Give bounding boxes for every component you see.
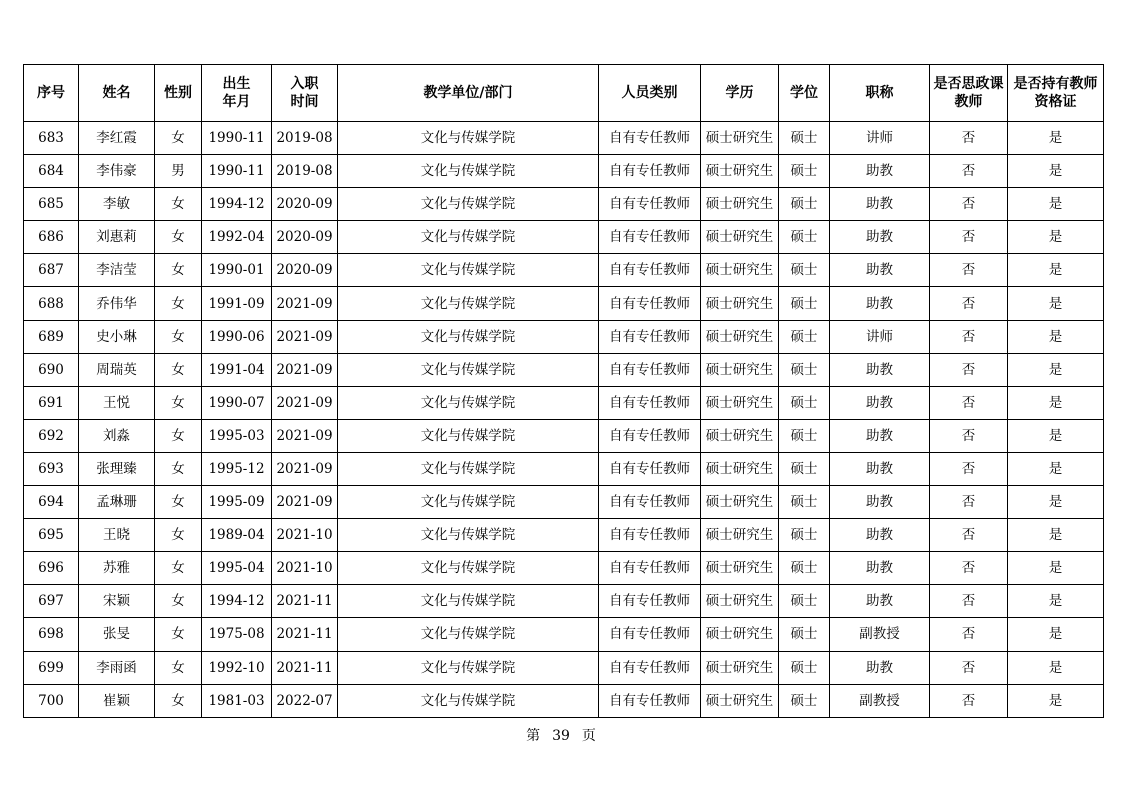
cell-degree: 硕士 bbox=[779, 287, 830, 320]
cell-ideology-teacher: 否 bbox=[930, 353, 1008, 386]
cell-birth: 1994-12 bbox=[202, 585, 272, 618]
cell-education: 硕士研究生 bbox=[701, 386, 779, 419]
table-row bbox=[24, 320, 1104, 353]
cell-title: 助教 bbox=[830, 552, 930, 585]
cell-birth: 1995-09 bbox=[202, 486, 272, 519]
cell-degree: 硕士 bbox=[779, 419, 830, 452]
column-header-gender bbox=[155, 65, 202, 122]
table-row bbox=[24, 386, 1104, 419]
cell-teacher-cert: 是 bbox=[1008, 486, 1104, 519]
cell-hire-date: 2021-09 bbox=[272, 452, 338, 485]
cell-ideology-teacher: 否 bbox=[930, 519, 1008, 552]
cell-teacher-cert: 是 bbox=[1008, 353, 1104, 386]
cell-staff-type: 自有专任教师 bbox=[599, 519, 701, 552]
table-row bbox=[24, 122, 1104, 155]
column-header-birth bbox=[202, 65, 272, 122]
cell-education: 硕士研究生 bbox=[701, 585, 779, 618]
table-row bbox=[24, 287, 1104, 320]
column-header-line: 教师 bbox=[954, 94, 983, 110]
cell-teacher-cert: 是 bbox=[1008, 155, 1104, 188]
cell-name: 张理臻 bbox=[79, 452, 155, 485]
cell-staff-type: 自有专任教师 bbox=[599, 585, 701, 618]
cell-hire-date: 2020-09 bbox=[272, 221, 338, 254]
cell-name: 苏雅 bbox=[79, 552, 155, 585]
cell-department: 文化与传媒学院 bbox=[338, 519, 599, 552]
column-header-line: 学历 bbox=[725, 85, 754, 101]
table-row bbox=[24, 585, 1104, 618]
cell-teacher-cert: 是 bbox=[1008, 419, 1104, 452]
cell-seq: 689 bbox=[24, 320, 79, 353]
cell-department: 文化与传媒学院 bbox=[338, 585, 599, 618]
cell-name: 张旻 bbox=[79, 618, 155, 651]
cell-staff-type: 自有专任教师 bbox=[599, 452, 701, 485]
cell-gender: 女 bbox=[155, 519, 202, 552]
column-header-line: 年月 bbox=[222, 94, 251, 110]
cell-title: 助教 bbox=[830, 155, 930, 188]
cell-department: 文化与传媒学院 bbox=[338, 320, 599, 353]
cell-ideology-teacher: 否 bbox=[930, 155, 1008, 188]
cell-title: 助教 bbox=[830, 188, 930, 221]
table-row bbox=[24, 519, 1104, 552]
cell-degree: 硕士 bbox=[779, 552, 830, 585]
cell-degree: 硕士 bbox=[779, 353, 830, 386]
cell-education: 硕士研究生 bbox=[701, 122, 779, 155]
cell-staff-type: 自有专任教师 bbox=[599, 684, 701, 717]
cell-degree: 硕士 bbox=[779, 188, 830, 221]
cell-title: 助教 bbox=[830, 486, 930, 519]
cell-teacher-cert: 是 bbox=[1008, 386, 1104, 419]
cell-ideology-teacher: 否 bbox=[930, 287, 1008, 320]
table-row bbox=[24, 221, 1104, 254]
cell-ideology-teacher: 否 bbox=[930, 221, 1008, 254]
cell-department: 文化与传媒学院 bbox=[338, 452, 599, 485]
cell-seq: 685 bbox=[24, 188, 79, 221]
cell-hire-date: 2021-10 bbox=[272, 552, 338, 585]
column-header-teacher-cert bbox=[1008, 65, 1104, 122]
cell-birth: 1990-06 bbox=[202, 320, 272, 353]
cell-hire-date: 2019-08 bbox=[272, 122, 338, 155]
cell-name: 李洁莹 bbox=[79, 254, 155, 287]
cell-staff-type: 自有专任教师 bbox=[599, 188, 701, 221]
cell-title: 助教 bbox=[830, 419, 930, 452]
table-row bbox=[24, 452, 1104, 485]
cell-staff-type: 自有专任教师 bbox=[599, 221, 701, 254]
table-row bbox=[24, 419, 1104, 452]
cell-degree: 硕士 bbox=[779, 585, 830, 618]
cell-gender: 女 bbox=[155, 486, 202, 519]
cell-education: 硕士研究生 bbox=[701, 552, 779, 585]
cell-seq: 699 bbox=[24, 651, 79, 684]
cell-education: 硕士研究生 bbox=[701, 320, 779, 353]
column-header-line: 人员类别 bbox=[621, 85, 678, 101]
cell-hire-date: 2021-11 bbox=[272, 651, 338, 684]
page-suffix: 页 bbox=[581, 728, 596, 744]
cell-ideology-teacher: 否 bbox=[930, 188, 1008, 221]
cell-education: 硕士研究生 bbox=[701, 254, 779, 287]
cell-seq: 694 bbox=[24, 486, 79, 519]
cell-degree: 硕士 bbox=[779, 452, 830, 485]
column-header-line: 姓名 bbox=[102, 85, 131, 101]
cell-education: 硕士研究生 bbox=[701, 353, 779, 386]
cell-seq: 696 bbox=[24, 552, 79, 585]
column-header-ideology-teacher bbox=[930, 65, 1008, 122]
cell-ideology-teacher: 否 bbox=[930, 122, 1008, 155]
cell-seq: 692 bbox=[24, 419, 79, 452]
column-header-line: 职称 bbox=[865, 85, 894, 101]
cell-name: 李雨函 bbox=[79, 651, 155, 684]
cell-gender: 男 bbox=[155, 155, 202, 188]
column-header-seq bbox=[24, 65, 79, 122]
cell-name: 孟琳珊 bbox=[79, 486, 155, 519]
cell-staff-type: 自有专任教师 bbox=[599, 419, 701, 452]
cell-staff-type: 自有专任教师 bbox=[599, 122, 701, 155]
cell-seq: 697 bbox=[24, 585, 79, 618]
table-row bbox=[24, 552, 1104, 585]
cell-ideology-teacher: 否 bbox=[930, 486, 1008, 519]
cell-birth: 1981-03 bbox=[202, 684, 272, 717]
cell-teacher-cert: 是 bbox=[1008, 618, 1104, 651]
cell-education: 硕士研究生 bbox=[701, 188, 779, 221]
cell-degree: 硕士 bbox=[779, 221, 830, 254]
cell-staff-type: 自有专任教师 bbox=[599, 287, 701, 320]
cell-name: 李伟豪 bbox=[79, 155, 155, 188]
cell-teacher-cert: 是 bbox=[1008, 552, 1104, 585]
cell-department: 文化与传媒学院 bbox=[338, 287, 599, 320]
column-header-line: 教学单位/部门 bbox=[423, 85, 513, 101]
cell-birth: 1991-09 bbox=[202, 287, 272, 320]
cell-education: 硕士研究生 bbox=[701, 221, 779, 254]
cell-gender: 女 bbox=[155, 651, 202, 684]
cell-gender: 女 bbox=[155, 122, 202, 155]
column-header-education bbox=[701, 65, 779, 122]
cell-ideology-teacher: 否 bbox=[930, 419, 1008, 452]
cell-ideology-teacher: 否 bbox=[930, 618, 1008, 651]
page-number: 39 bbox=[552, 728, 570, 744]
table-row bbox=[24, 254, 1104, 287]
cell-department: 文化与传媒学院 bbox=[338, 552, 599, 585]
cell-title: 助教 bbox=[830, 452, 930, 485]
cell-degree: 硕士 bbox=[779, 618, 830, 651]
cell-teacher-cert: 是 bbox=[1008, 188, 1104, 221]
cell-education: 硕士研究生 bbox=[701, 684, 779, 717]
cell-birth: 1990-11 bbox=[202, 155, 272, 188]
table-row bbox=[24, 618, 1104, 651]
cell-title: 助教 bbox=[830, 651, 930, 684]
cell-title: 助教 bbox=[830, 519, 930, 552]
cell-degree: 硕士 bbox=[779, 486, 830, 519]
cell-hire-date: 2021-09 bbox=[272, 353, 338, 386]
cell-hire-date: 2020-09 bbox=[272, 254, 338, 287]
column-header-line: 是否思政课 bbox=[933, 76, 1004, 92]
cell-seq: 686 bbox=[24, 221, 79, 254]
cell-birth: 1992-10 bbox=[202, 651, 272, 684]
table-body bbox=[24, 122, 1104, 718]
cell-degree: 硕士 bbox=[779, 651, 830, 684]
cell-title: 副教授 bbox=[830, 618, 930, 651]
cell-title: 讲师 bbox=[830, 320, 930, 353]
cell-title: 助教 bbox=[830, 254, 930, 287]
cell-title: 助教 bbox=[830, 287, 930, 320]
cell-title: 助教 bbox=[830, 221, 930, 254]
cell-teacher-cert: 是 bbox=[1008, 122, 1104, 155]
faculty-roster-table bbox=[23, 64, 1104, 718]
cell-seq: 693 bbox=[24, 452, 79, 485]
cell-seq: 690 bbox=[24, 353, 79, 386]
cell-department: 文化与传媒学院 bbox=[338, 618, 599, 651]
cell-seq: 691 bbox=[24, 386, 79, 419]
cell-gender: 女 bbox=[155, 287, 202, 320]
cell-name: 崔颖 bbox=[79, 684, 155, 717]
cell-birth: 1975-08 bbox=[202, 618, 272, 651]
cell-education: 硕士研究生 bbox=[701, 486, 779, 519]
cell-seq: 684 bbox=[24, 155, 79, 188]
column-header-line: 序号 bbox=[37, 85, 65, 101]
cell-birth: 1994-12 bbox=[202, 188, 272, 221]
cell-seq: 683 bbox=[24, 122, 79, 155]
header-row bbox=[24, 65, 1104, 122]
cell-department: 文化与传媒学院 bbox=[338, 221, 599, 254]
table-row bbox=[24, 155, 1104, 188]
cell-birth: 1992-04 bbox=[202, 221, 272, 254]
cell-name: 乔伟华 bbox=[79, 287, 155, 320]
cell-hire-date: 2021-11 bbox=[272, 585, 338, 618]
cell-department: 文化与传媒学院 bbox=[338, 419, 599, 452]
cell-gender: 女 bbox=[155, 618, 202, 651]
column-header-name bbox=[79, 65, 155, 122]
cell-teacher-cert: 是 bbox=[1008, 452, 1104, 485]
cell-birth: 1995-04 bbox=[202, 552, 272, 585]
cell-name: 史小琳 bbox=[79, 320, 155, 353]
column-header-line: 入职 bbox=[290, 76, 319, 92]
table-row bbox=[24, 486, 1104, 519]
cell-hire-date: 2019-08 bbox=[272, 155, 338, 188]
cell-gender: 女 bbox=[155, 585, 202, 618]
cell-name: 王晓 bbox=[79, 519, 155, 552]
cell-department: 文化与传媒学院 bbox=[338, 684, 599, 717]
column-header-line: 学位 bbox=[790, 85, 818, 101]
cell-gender: 女 bbox=[155, 419, 202, 452]
cell-title: 助教 bbox=[830, 353, 930, 386]
cell-title: 助教 bbox=[830, 386, 930, 419]
cell-staff-type: 自有专任教师 bbox=[599, 486, 701, 519]
cell-ideology-teacher: 否 bbox=[930, 254, 1008, 287]
cell-gender: 女 bbox=[155, 452, 202, 485]
cell-staff-type: 自有专任教师 bbox=[599, 651, 701, 684]
cell-education: 硕士研究生 bbox=[701, 452, 779, 485]
cell-staff-type: 自有专任教师 bbox=[599, 254, 701, 287]
cell-title: 副教授 bbox=[830, 684, 930, 717]
cell-gender: 女 bbox=[155, 320, 202, 353]
cell-birth: 1991-04 bbox=[202, 353, 272, 386]
cell-teacher-cert: 是 bbox=[1008, 320, 1104, 353]
cell-staff-type: 自有专任教师 bbox=[599, 386, 701, 419]
cell-department: 文化与传媒学院 bbox=[338, 188, 599, 221]
cell-gender: 女 bbox=[155, 254, 202, 287]
column-header-line: 是否持有教师 bbox=[1013, 76, 1098, 92]
cell-name: 王悦 bbox=[79, 386, 155, 419]
cell-degree: 硕士 bbox=[779, 386, 830, 419]
cell-hire-date: 2021-10 bbox=[272, 519, 338, 552]
cell-degree: 硕士 bbox=[779, 254, 830, 287]
cell-teacher-cert: 是 bbox=[1008, 519, 1104, 552]
cell-degree: 硕士 bbox=[779, 684, 830, 717]
cell-department: 文化与传媒学院 bbox=[338, 155, 599, 188]
cell-ideology-teacher: 否 bbox=[930, 552, 1008, 585]
cell-department: 文化与传媒学院 bbox=[338, 122, 599, 155]
cell-hire-date: 2021-09 bbox=[272, 386, 338, 419]
table-row bbox=[24, 651, 1104, 684]
cell-birth: 1990-07 bbox=[202, 386, 272, 419]
page-footer bbox=[0, 726, 1122, 746]
table-row bbox=[24, 353, 1104, 386]
cell-staff-type: 自有专任教师 bbox=[599, 320, 701, 353]
cell-education: 硕士研究生 bbox=[701, 155, 779, 188]
cell-title: 助教 bbox=[830, 585, 930, 618]
cell-department: 文化与传媒学院 bbox=[338, 651, 599, 684]
column-header-degree bbox=[779, 65, 830, 122]
cell-hire-date: 2022-07 bbox=[272, 684, 338, 717]
cell-ideology-teacher: 否 bbox=[930, 651, 1008, 684]
cell-ideology-teacher: 否 bbox=[930, 452, 1008, 485]
cell-education: 硕士研究生 bbox=[701, 651, 779, 684]
cell-ideology-teacher: 否 bbox=[930, 320, 1008, 353]
column-header-staff-type bbox=[599, 65, 701, 122]
page-prefix: 第 bbox=[526, 728, 541, 744]
cell-birth: 1995-12 bbox=[202, 452, 272, 485]
cell-hire-date: 2021-09 bbox=[272, 320, 338, 353]
cell-degree: 硕士 bbox=[779, 320, 830, 353]
cell-gender: 女 bbox=[155, 386, 202, 419]
column-header-hire-date bbox=[272, 65, 338, 122]
column-header-title bbox=[830, 65, 930, 122]
cell-hire-date: 2021-09 bbox=[272, 287, 338, 320]
cell-teacher-cert: 是 bbox=[1008, 221, 1104, 254]
column-header-line: 资格证 bbox=[1034, 94, 1077, 110]
cell-department: 文化与传媒学院 bbox=[338, 486, 599, 519]
cell-gender: 女 bbox=[155, 552, 202, 585]
cell-name: 李红霞 bbox=[79, 122, 155, 155]
cell-name: 李敏 bbox=[79, 188, 155, 221]
cell-gender: 女 bbox=[155, 188, 202, 221]
cell-birth: 1990-11 bbox=[202, 122, 272, 155]
cell-staff-type: 自有专任教师 bbox=[599, 353, 701, 386]
cell-ideology-teacher: 否 bbox=[930, 386, 1008, 419]
cell-department: 文化与传媒学院 bbox=[338, 386, 599, 419]
cell-title: 讲师 bbox=[830, 122, 930, 155]
cell-teacher-cert: 是 bbox=[1008, 254, 1104, 287]
cell-degree: 硕士 bbox=[779, 519, 830, 552]
cell-gender: 女 bbox=[155, 684, 202, 717]
cell-education: 硕士研究生 bbox=[701, 618, 779, 651]
cell-staff-type: 自有专任教师 bbox=[599, 618, 701, 651]
cell-birth: 1995-03 bbox=[202, 419, 272, 452]
cell-hire-date: 2021-09 bbox=[272, 419, 338, 452]
cell-ideology-teacher: 否 bbox=[930, 585, 1008, 618]
table-row bbox=[24, 188, 1104, 221]
cell-department: 文化与传媒学院 bbox=[338, 353, 599, 386]
table-row bbox=[24, 684, 1104, 717]
cell-staff-type: 自有专任教师 bbox=[599, 552, 701, 585]
cell-degree: 硕士 bbox=[779, 122, 830, 155]
column-header-line: 性别 bbox=[164, 85, 192, 101]
cell-education: 硕士研究生 bbox=[701, 419, 779, 452]
cell-name: 宋颖 bbox=[79, 585, 155, 618]
cell-teacher-cert: 是 bbox=[1008, 585, 1104, 618]
cell-hire-date: 2021-11 bbox=[272, 618, 338, 651]
cell-gender: 女 bbox=[155, 353, 202, 386]
cell-name: 刘惠莉 bbox=[79, 221, 155, 254]
cell-seq: 687 bbox=[24, 254, 79, 287]
cell-hire-date: 2021-09 bbox=[272, 486, 338, 519]
column-header-line: 出生 bbox=[222, 76, 251, 92]
cell-teacher-cert: 是 bbox=[1008, 287, 1104, 320]
cell-name: 周瑞英 bbox=[79, 353, 155, 386]
cell-degree: 硕士 bbox=[779, 155, 830, 188]
cell-ideology-teacher: 否 bbox=[930, 684, 1008, 717]
cell-birth: 1990-01 bbox=[202, 254, 272, 287]
cell-gender: 女 bbox=[155, 221, 202, 254]
cell-seq: 695 bbox=[24, 519, 79, 552]
cell-education: 硕士研究生 bbox=[701, 287, 779, 320]
cell-teacher-cert: 是 bbox=[1008, 684, 1104, 717]
cell-seq: 688 bbox=[24, 287, 79, 320]
cell-staff-type: 自有专任教师 bbox=[599, 155, 701, 188]
cell-teacher-cert: 是 bbox=[1008, 651, 1104, 684]
cell-birth: 1989-04 bbox=[202, 519, 272, 552]
cell-hire-date: 2020-09 bbox=[272, 188, 338, 221]
cell-seq: 698 bbox=[24, 618, 79, 651]
column-header-department bbox=[338, 65, 599, 122]
cell-name: 刘淼 bbox=[79, 419, 155, 452]
cell-seq: 700 bbox=[24, 684, 79, 717]
cell-department: 文化与传媒学院 bbox=[338, 254, 599, 287]
cell-education: 硕士研究生 bbox=[701, 519, 779, 552]
column-header-line: 时间 bbox=[290, 94, 319, 110]
